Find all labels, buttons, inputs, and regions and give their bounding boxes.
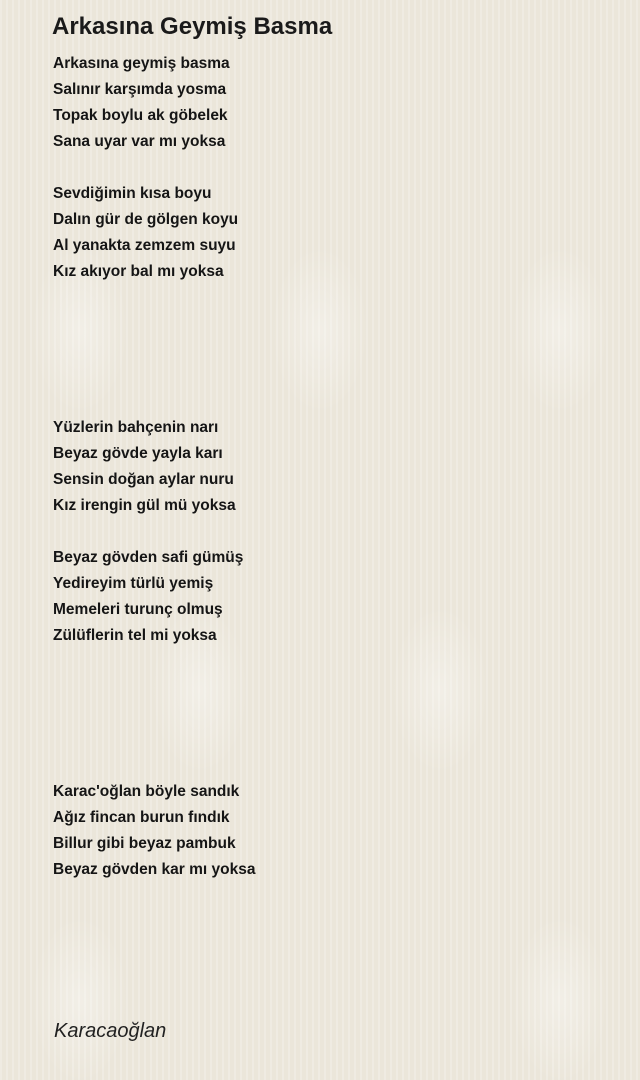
poem-line: Al yanakta zemzem suyu	[53, 237, 236, 254]
poem-line: Yüzlerin bahçenin narı	[53, 419, 219, 436]
poem-line: Sana uyar var mı yoksa	[53, 133, 226, 150]
poem-line: Kız akıyor bal mı yoksa	[53, 263, 224, 280]
poem-line: Yedireyim türlü yemiş	[53, 575, 214, 592]
author-name: Karacaoğlan	[54, 1020, 167, 1042]
stanza-spacer	[53, 519, 613, 545]
stanza-spacer	[53, 155, 613, 181]
poem-line: Zülüflerin tel mi yoksa	[53, 627, 217, 644]
poem-line: Dalın gür de gölgen koyu	[53, 211, 239, 228]
poem-body	[53, 51, 613, 883]
stanza-3	[53, 415, 613, 519]
poem-line: Billur gibi beyaz pambuk	[53, 835, 236, 852]
section-spacer	[53, 285, 613, 415]
poem-line: Beyaz gövden safi gümüş	[53, 549, 244, 566]
section-spacer	[53, 649, 613, 779]
poem-line: Beyaz gövden kar mı yoksa	[53, 861, 256, 878]
stanza-4	[53, 545, 613, 649]
stanza-5	[53, 779, 613, 883]
stanza-2	[53, 181, 613, 285]
poem-line: Beyaz gövde yayla karı	[53, 445, 223, 462]
poem-line: Salınır karşımda yosma	[53, 81, 227, 98]
poem-line: Arkasına geymiş basma	[53, 55, 230, 72]
stanza-1	[53, 51, 613, 155]
poem-line: Ağız fincan burun fındık	[53, 809, 230, 826]
poem-line: Sensin doğan aylar nuru	[53, 471, 234, 488]
poem-line: Sevdiğimin kısa boyu	[53, 185, 212, 202]
poem-title: Arkasına Geymiş Basma	[52, 13, 333, 40]
poem-line: Karac'oğlan böyle sandık	[53, 783, 240, 800]
poem-line: Kız irengin gül mü yoksa	[53, 497, 236, 514]
poem-line: Topak boylu ak göbelek	[53, 107, 228, 124]
poem-line: Memeleri turunç olmuş	[53, 601, 223, 618]
